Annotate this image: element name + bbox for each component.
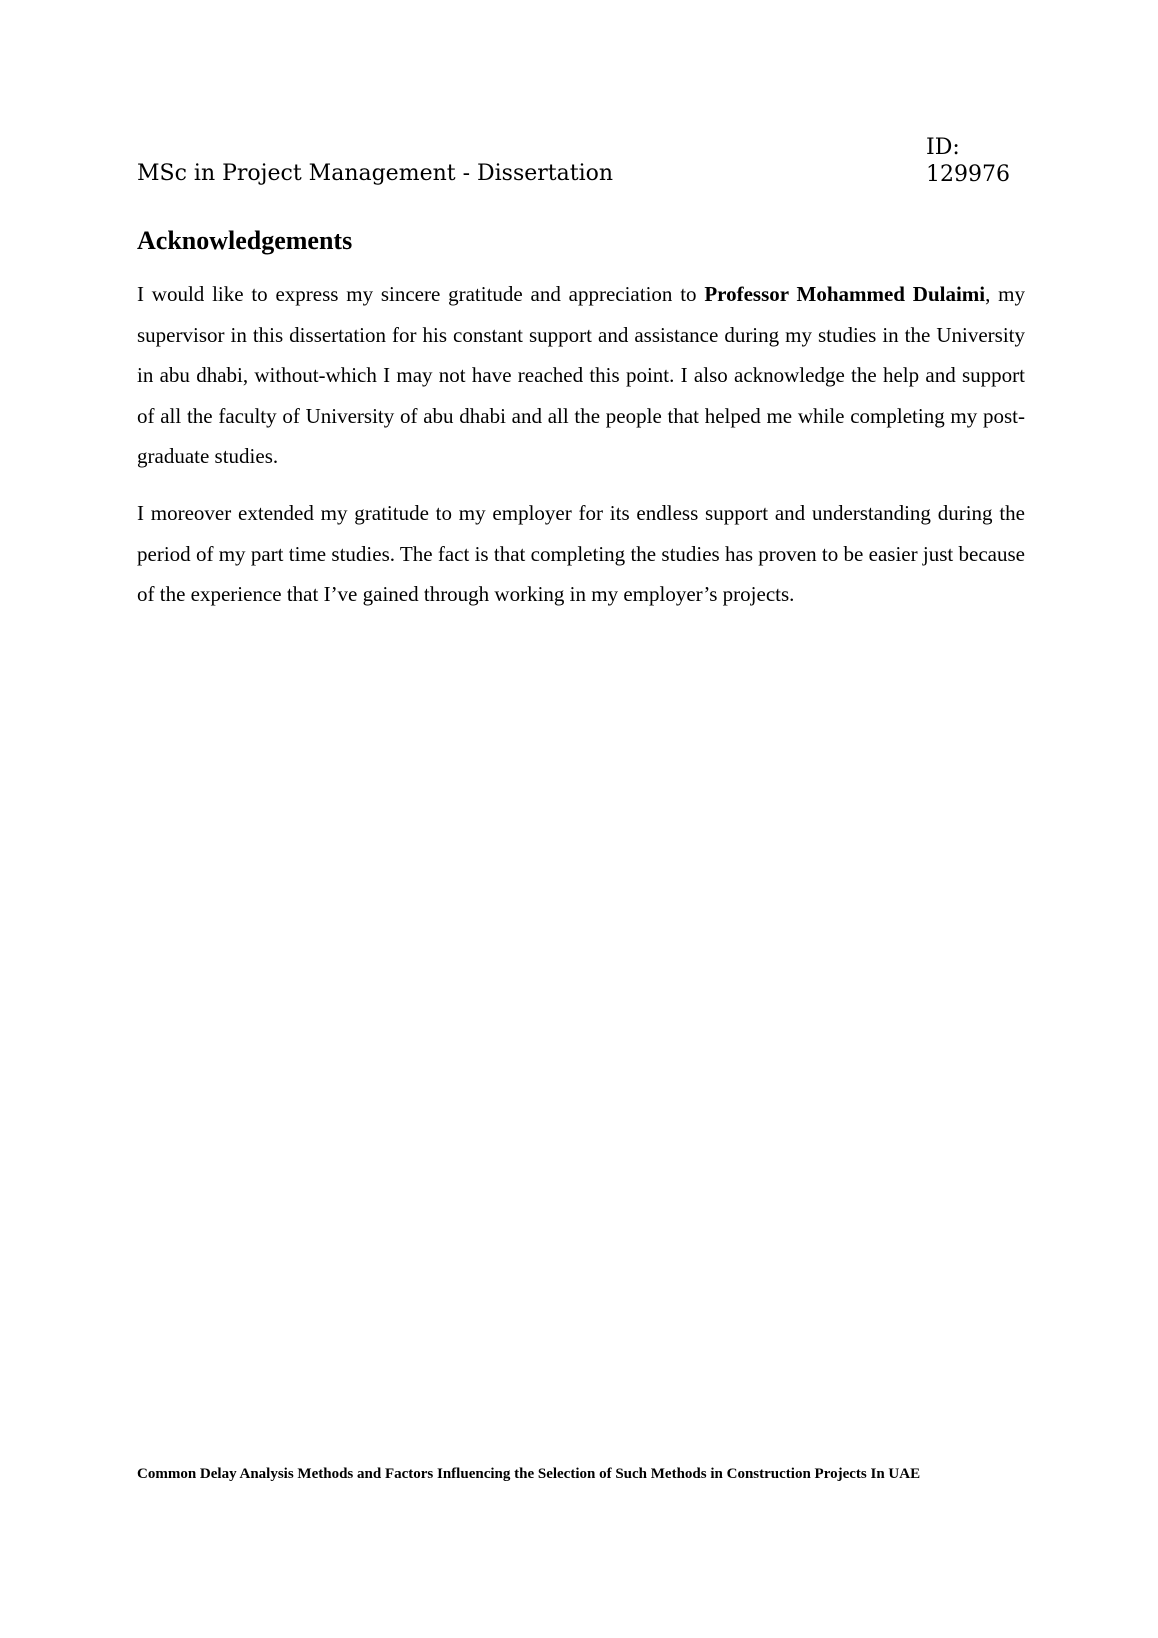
- paragraph-1-intro: I would like to express my sincere gratitude and appreciation to: [137, 282, 705, 306]
- section-heading: Acknowledgements: [137, 226, 353, 255]
- id-value: 129976: [926, 162, 1010, 187]
- paragraph-1-rest: , my supervisor in this dissertation for his constant support and assistance during my studies in the University in abu dhabi, without-which I may not have reached this point. I also acknowledge the help and support of all the faculty of University of abu dhabi and all the people that helped me while completing my post-graduate studies.: [137, 282, 1025, 468]
- acknowledgement-paragraph-1: [137, 274, 1025, 477]
- header-course-title: MSc in Project Management - Dissertation: [137, 161, 614, 186]
- supervisor-name: Professor Mohammed Dulaimi: [704, 282, 986, 306]
- acknowledgement-paragraph-2: I moreover extended my gratitude to my employer for its endless support and understanding during the period of my part time studies. The fact is that completing the studies has proven to be easier just because of the experience that I’ve gained through working in my employer’s projects.: [137, 501, 1025, 606]
- footer-document-title: Common Delay Analysis Methods and Factors Influencing the Selection of Such Methods in Construction Projects In UAE: [137, 1466, 921, 1482]
- id-label: ID:: [926, 135, 960, 160]
- header-student-id: [926, 134, 1010, 188]
